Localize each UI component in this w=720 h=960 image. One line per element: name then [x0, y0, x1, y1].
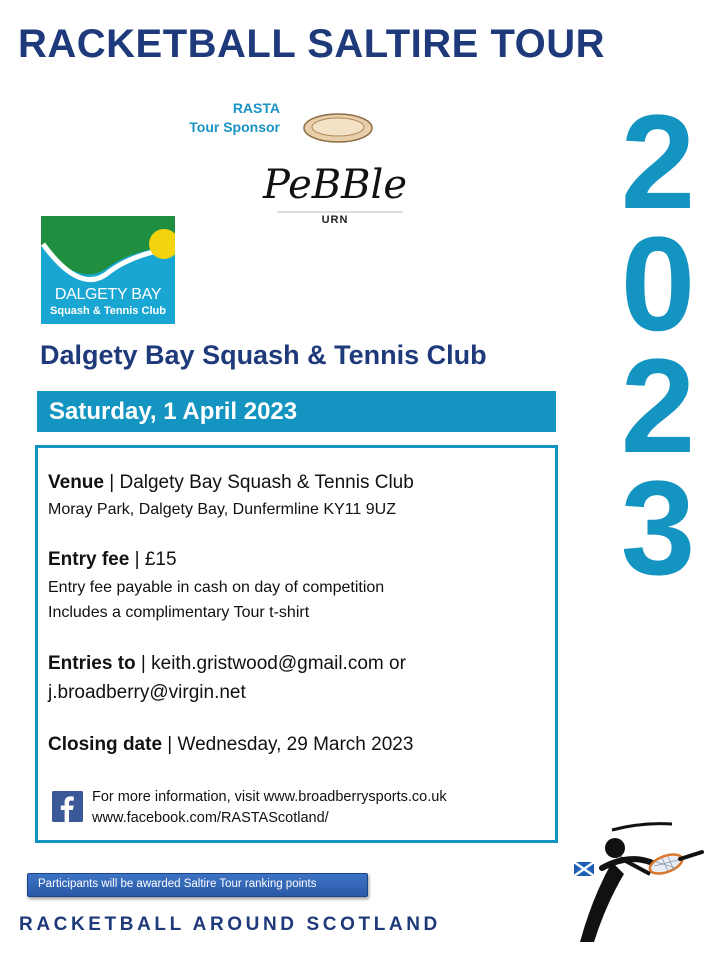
- closing-value: Wednesday, 29 March 2023: [177, 734, 414, 755]
- pebble-wordmark: PeBBle: [262, 162, 408, 208]
- entries-email-1[interactable]: keith.gristwood@gmail.com or: [151, 653, 406, 674]
- venue-value: Dalgety Bay Squash & Tennis Club: [119, 472, 414, 493]
- venue-row: Venue | Dalgety Bay Squash & Tennis Club: [48, 472, 414, 493]
- club-logo-subname: Squash & Tennis Club: [50, 305, 166, 317]
- fee-value: £15: [144, 549, 177, 570]
- sponsor-label-line1: RASTA: [232, 100, 280, 116]
- event-details-box: [35, 445, 558, 843]
- main-title: RACKETBALL SALTIRE TOUR: [18, 22, 606, 66]
- fee-note-payment: Entry fee payable in cash on day of competition: [48, 579, 385, 596]
- facebook-link[interactable]: www.facebook.com/RASTAScotland/: [92, 810, 329, 826]
- fee-note-tshirt: Includes a complimentary Tour t-shirt: [48, 604, 310, 621]
- ranking-points-note: Participants will be awarded Saltire Tour ranking points: [27, 873, 368, 897]
- fee-row: Entry fee | £15: [48, 549, 177, 570]
- venue-address: Moray Park, Dalgety Bay, Dunfermline KY11 9UZ: [48, 501, 396, 518]
- pebble-urn-logo: [255, 108, 415, 228]
- club-logo-name: DALGETY BAY: [54, 286, 162, 303]
- fee-label: Entry fee: [48, 549, 130, 570]
- entries-email-2[interactable]: j.broadberry@virgin.net: [48, 682, 246, 703]
- closing-label: Closing date: [48, 734, 163, 755]
- club-heading: Dalgety Bay Squash & Tennis Club: [40, 340, 487, 370]
- entries-row: Entries to | keith.gristwood@gmail.com or: [48, 653, 406, 674]
- footer-tagline: RACKETBALL AROUND SCOTLAND: [19, 914, 441, 935]
- closing-row: Closing date | Wednesday, 29 March 2023: [48, 734, 414, 755]
- year-digit: 2: [620, 88, 696, 237]
- venue-label: Venue: [48, 472, 104, 493]
- event-date-bar: Saturday, 1 April 2023: [37, 391, 556, 432]
- pebble-urn-label: URN: [321, 214, 349, 226]
- year-digit: 2: [620, 332, 696, 481]
- rasta-racketball-logo: [572, 818, 708, 946]
- entries-label: Entries to: [48, 653, 136, 674]
- year-digit: 0: [620, 210, 696, 359]
- more-info-link[interactable]: For more information, visit www.broadberrysports.co.uk: [92, 789, 447, 805]
- facebook-icon[interactable]: [52, 791, 83, 822]
- sponsor-label-line2: Tour Sponsor: [189, 119, 280, 135]
- year-digit: 3: [620, 454, 696, 603]
- year-vertical: [612, 88, 704, 603]
